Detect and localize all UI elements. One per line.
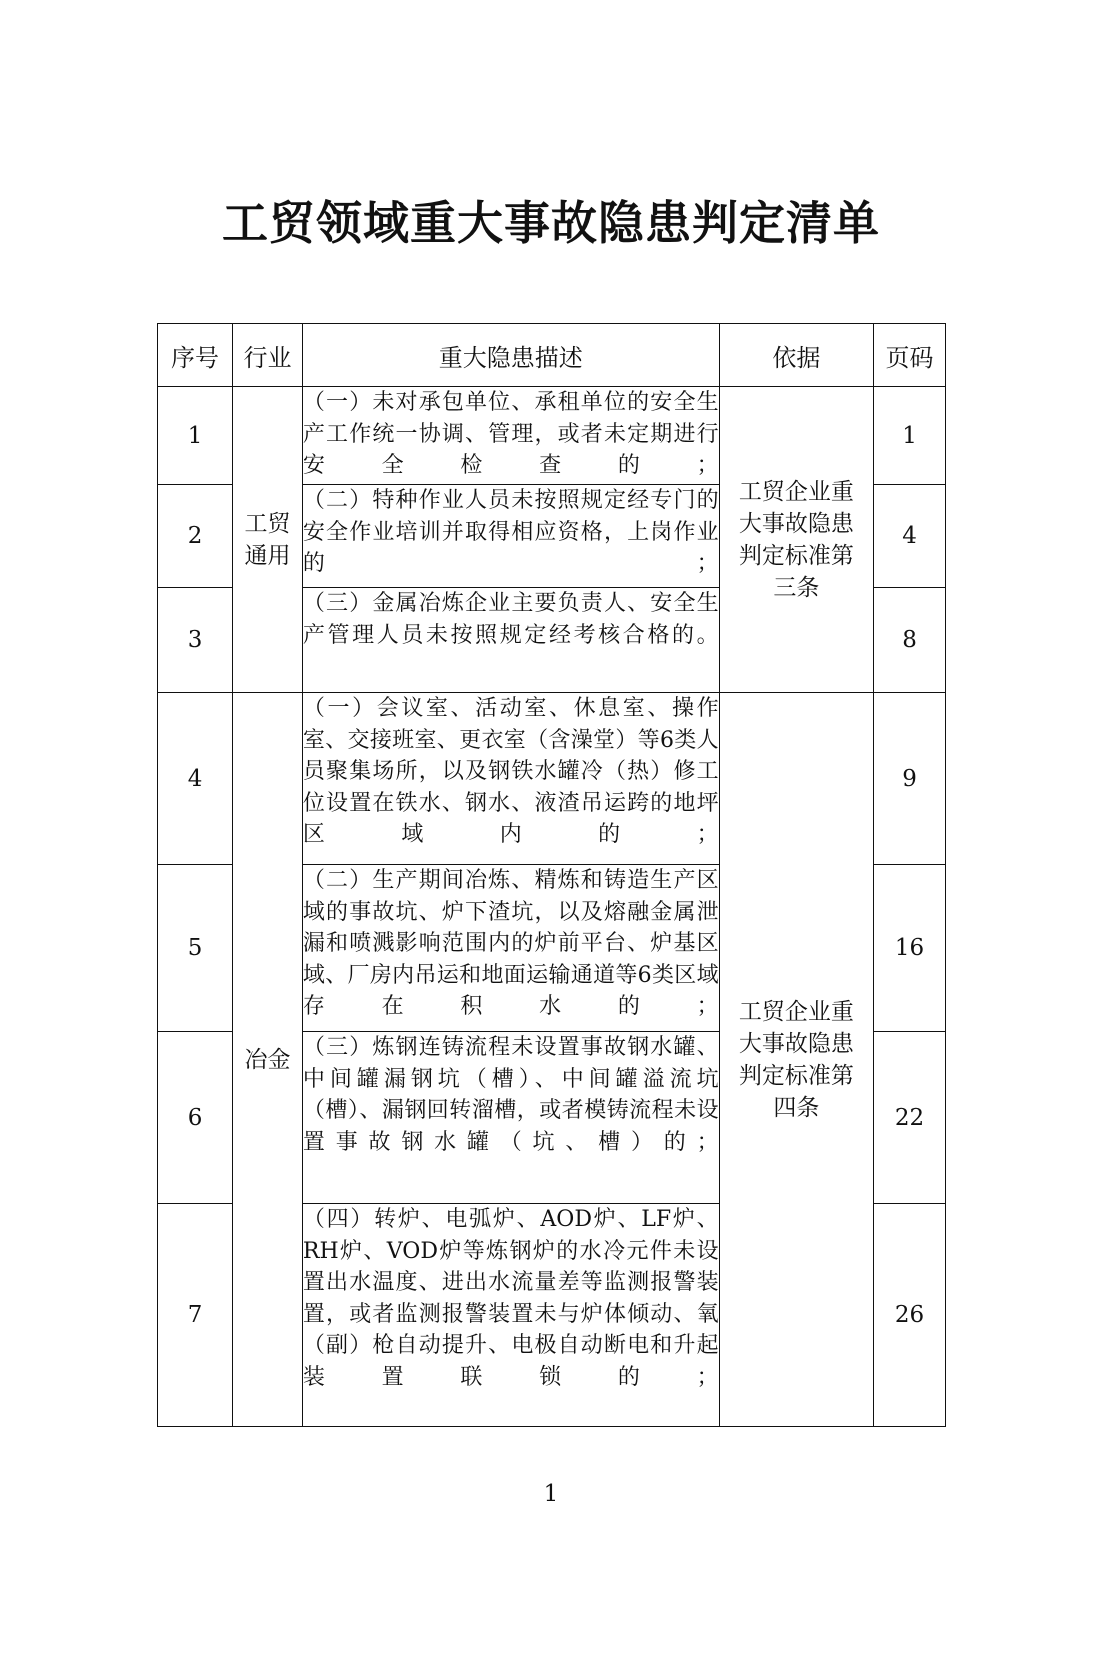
header-description: 重大隐患描述 bbox=[302, 324, 719, 387]
row-seq: 7 bbox=[158, 1204, 233, 1427]
row-description: （一）未对承包单位、承租单位的安全生产工作统一协调、管理，或者未定期进行安全检查的； bbox=[302, 387, 719, 485]
row-seq: 5 bbox=[158, 865, 233, 1032]
row-page: 8 bbox=[874, 588, 946, 693]
industry-cell bbox=[233, 387, 303, 693]
row-description: （三）炼钢连铸流程未设置事故钢水罐、中间罐漏钢坑（槽）、中间罐溢流坑（槽）、漏钢回转溜槽，或者模铸流程未设置事故钢水罐（坑、槽）的； bbox=[302, 1032, 719, 1204]
row-description: （三）金属冶炼企业主要负责人、安全生产管理人员未按照规定经考核合格的。 bbox=[302, 588, 719, 693]
row-page: 9 bbox=[874, 693, 946, 865]
table-row bbox=[158, 387, 946, 485]
row-description: （一）会议室、活动室、休息室、操作室、交接班室、更衣室（含澡堂）等6类人员聚集场所，以及钢铁水罐冷（热）修工位设置在铁水、钢水、液渣吊运跨的地坪区域内的； bbox=[302, 693, 719, 865]
header-industry: 行业 bbox=[233, 324, 303, 387]
document-title: 工贸领域重大事故隐患判定清单 bbox=[222, 196, 880, 250]
industry-cell bbox=[233, 693, 303, 1427]
row-page: 1 bbox=[874, 387, 946, 485]
row-page: 26 bbox=[874, 1204, 946, 1427]
industry-label: 工贸通用 bbox=[244, 510, 291, 569]
table-header-row bbox=[158, 324, 946, 387]
row-seq: 3 bbox=[158, 588, 233, 693]
row-description: （二）生产期间冶炼、精炼和铸造生产区域的事故坑、炉下渣坑，以及熔融金属泄漏和喷溅影响范围内的炉前平台、炉基区域、厂房内吊运和地面运输通道等6类区域存在积水的； bbox=[302, 865, 719, 1032]
table-row bbox=[158, 693, 946, 865]
header-page: 页码 bbox=[874, 324, 946, 387]
row-page: 4 bbox=[874, 485, 946, 588]
row-page: 16 bbox=[874, 865, 946, 1032]
basis-cell bbox=[719, 693, 873, 1427]
row-seq: 1 bbox=[158, 387, 233, 485]
header-seq: 序号 bbox=[158, 324, 233, 387]
header-basis: 依据 bbox=[719, 324, 873, 387]
row-description: （四）转炉、电弧炉、AOD炉、LF炉、RH炉、VOD炉等炼钢炉的水冷元件未设置出水温度、进出水流量差等监测报警装置，或者监测报警装置未与炉体倾动、氧（副）枪自动提升、电极自动断电和升起装置联锁的； bbox=[302, 1204, 719, 1427]
row-page: 22 bbox=[874, 1032, 946, 1204]
basis-label: 工贸企业重大事故隐患判定标准第四条 bbox=[738, 998, 854, 1121]
row-seq: 4 bbox=[158, 693, 233, 865]
hazard-table bbox=[157, 323, 946, 1427]
row-seq: 2 bbox=[158, 485, 233, 588]
basis-cell bbox=[719, 387, 873, 693]
row-description: （二）特种作业人员未按照规定经专门的安全作业培训并取得相应资格，上岗作业的； bbox=[302, 485, 719, 588]
industry-label: 冶金 bbox=[244, 1046, 291, 1073]
basis-label: 工贸企业重大事故隐患判定标准第三条 bbox=[738, 478, 854, 601]
page-number: 1 bbox=[543, 1481, 559, 1507]
row-seq: 6 bbox=[158, 1032, 233, 1204]
